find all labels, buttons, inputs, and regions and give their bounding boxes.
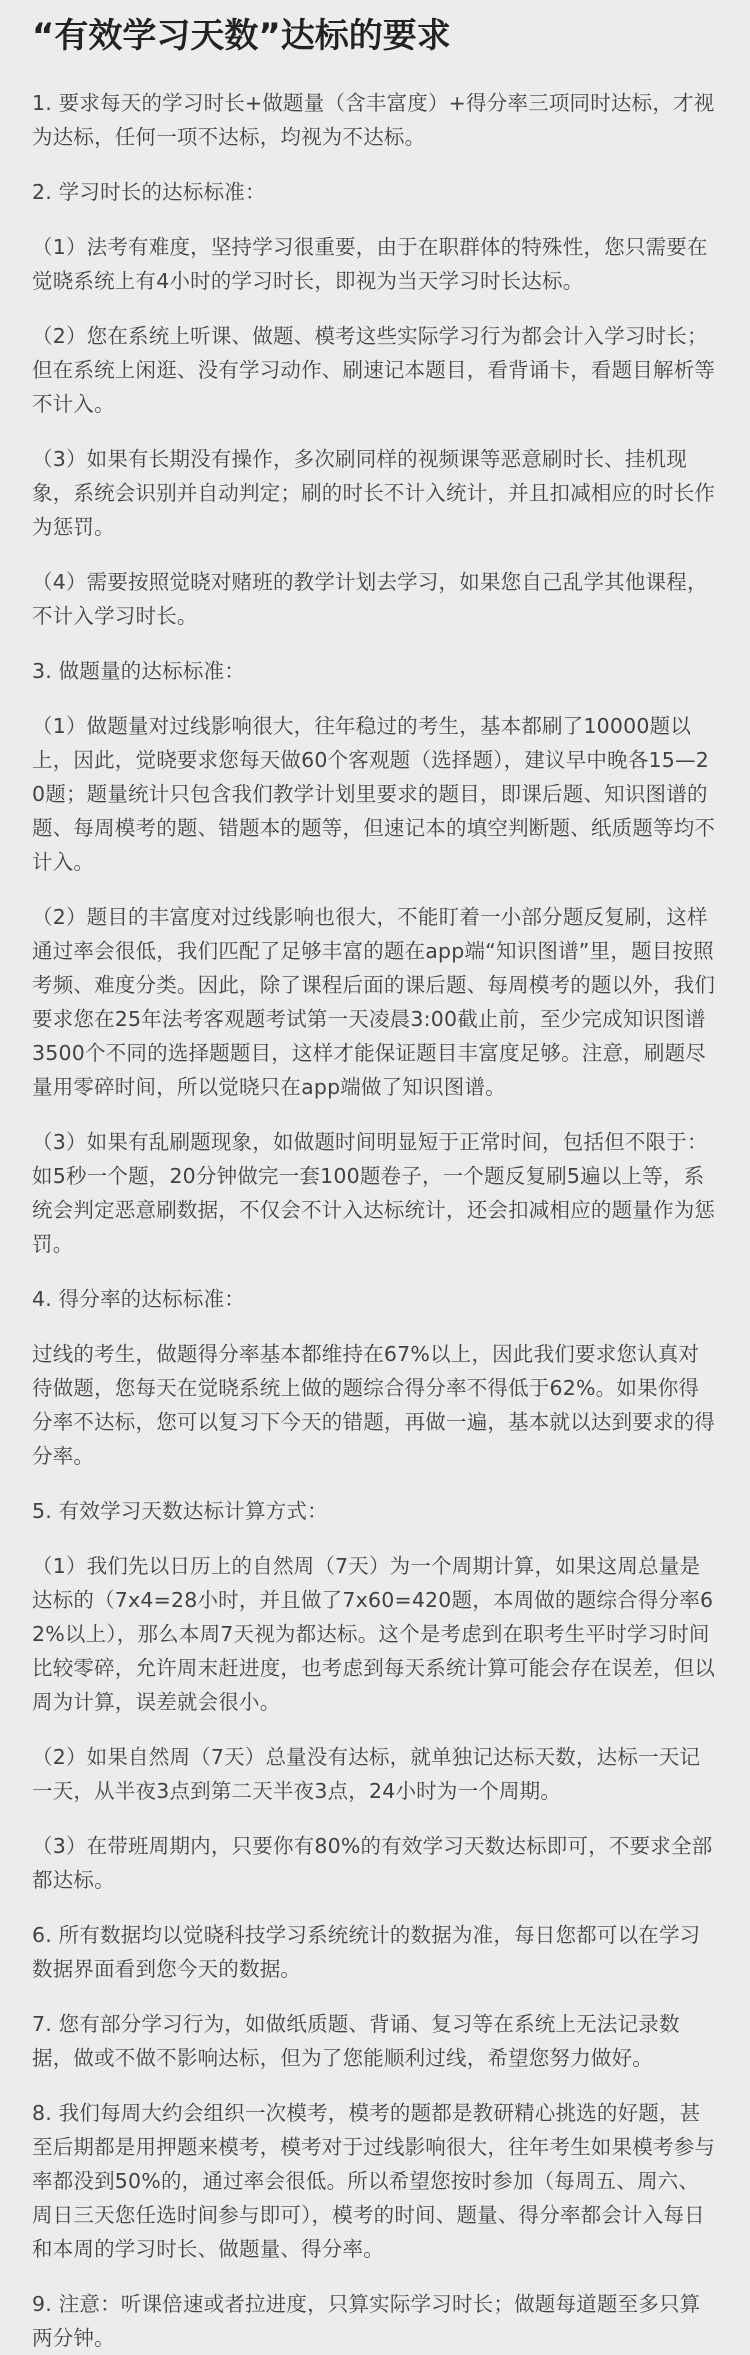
rule-5-heading: 5. 有效学习天数达标计算方式： xyxy=(32,1499,328,1523)
rule-9-note: 9. 注意：听课倍速或者拉进度，只算实际学习时长；做题每道题至多只算两分钟。 xyxy=(32,2292,701,2350)
rule-4-heading: 4. 得分率的达标标准： xyxy=(32,1287,245,1311)
document-body xyxy=(32,86,718,2355)
rule-2-heading: 2. 学习时长的达标标准： xyxy=(32,180,266,204)
rule-2-item-4: （4）需要按照觉晓对赌班的教学计划去学习，如果您自己乱学其他课程，不计入学习时长。 xyxy=(32,570,708,628)
rule-7: 7. 您有部分学习行为，如做纸质题、背诵、复习等在系统上无法记录数据，做或不做不影响达标，但为了您能顺利过线，希望您努力做好。 xyxy=(32,2012,680,2070)
rule-3-heading: 3. 做题量的达标标准： xyxy=(32,659,245,683)
document-title: “有效学习天数”达标的要求 xyxy=(32,16,451,56)
rule-5-item-3: （3）在带班周期内，只要你有80%的有效学习天数达标即可，不要求全部都达标。 xyxy=(32,1834,713,1892)
rule-6: 6. 所有数据均以觉晓科技学习系统统计的数据为准，每日您都可以在学习数据界面看到您今天的数据。 xyxy=(32,1923,701,1981)
rule-3-item-3: （3）如果有乱刷题现象，如做题时间明显短于正常时间，包括但不限于：如5秒一个题，20分钟做完一套100题卷子，一个题反复刷5遍以上等，系统会判定恶意刷数据，不仅会不计入达标统计，还会扣减相应的题量作为惩罚。 xyxy=(32,1130,716,1256)
rule-2-item-2: （2）您在系统上听课、做题、模考这些实际学习行为都会计入学习时长；但在系统上闲逛、没有学习动作、刷速记本题目，看背诵卡，看题目解析等不计入。 xyxy=(32,324,716,416)
rule-2-item-1: （1）法考有难度，坚持学习很重要，由于在职群体的特殊性，您只需要在觉晓系统上有4小时的学习时长，即视为当天学习时长达标。 xyxy=(32,235,708,293)
rule-3-item-1: （1）做题量对过线影响很大，往年稳过的考生，基本都刷了10000题以上，因此，觉晓要求您每天做60个客观题（选择题），建议早中晚各15—20题；题量统计只包含我们教学计划里要求的题目，即课后题、知识图谱的题、每周模考的题、错题本的题等，但速记本的填空判断题、纸质题等均不计入。 xyxy=(32,714,716,874)
rule-2-item-3: （3）如果有长期没有操作，多次刷同样的视频课等恶意刷时长、挂机现象，系统会识别并自动判定；刷的时长不计入统计，并且扣减相应的时长作为惩罚。 xyxy=(32,447,716,539)
rule-8: 8. 我们每周大约会组织一次模考，模考的题都是教研精心挑选的好题，甚至后期都是用押题来模考，模考对于过线影响很大，往年考生如果模考参与率都没到50%的，通过率会很低。所以希望您按时参加（每周五、周六、周日三天您任选时间参与即可），模考的时间、题量、得分率都会计入每日和本周的学习时长、做题量、得分率。 xyxy=(32,2101,716,2261)
rule-4-body: 过线的考生，做题得分率基本都维持在67%以上，因此我们要求您认真对待做题，您每天在觉晓系统上做的题综合得分率不得低于62%。如果你得分率不达标，您可以复习下今天的错题，再做一遍，基本就以达到要求的得分率。 xyxy=(32,1342,716,1468)
rule-5-item-2: （2）如果自然周（7天）总量没有达标，就单独记达标天数，达标一天记一天，从半夜3点到第二天半夜3点，24小时为一个周期。 xyxy=(32,1745,701,1803)
rule-1-overall: 1. 要求每天的学习时长+做题量（含丰富度）+得分率三项同时达标，才视为达标，任何一项不达标，均视为不达标。 xyxy=(32,91,715,149)
rule-5-item-1: （1）我们先以日历上的自然周（7天）为一个周期计算，如果这周总量是达标的（7x4=28小时，并且做了7x60=420题，本周做的题综合得分率62%以上），那么本周7天视为都达标。这个是考虑到在职考生平时学习时间比较零碎，允许周末赶进度，也考虑到每天系统计算可能会存在误差，但以周为计算，误差就会很小。 xyxy=(32,1554,716,1714)
rule-3-item-2: （2）题目的丰富度对过线影响也很大，不能盯着一小部分题反复刷，这样通过率会很低，我们匹配了足够丰富的题在app端“知识图谱”里，题目按照考频、难度分类。因此，除了课程后面的课后题、每周模考的题以外，我们要求您在25年法考客观题考试第一天凌晨3:00截止前，至少完成知识图谱3500个不同的选择题题目，这样才能保证题目丰富度足够。注意，刷题尽量用零碎时间，所以觉晓只在app端做了知识图谱。 xyxy=(32,905,716,1099)
